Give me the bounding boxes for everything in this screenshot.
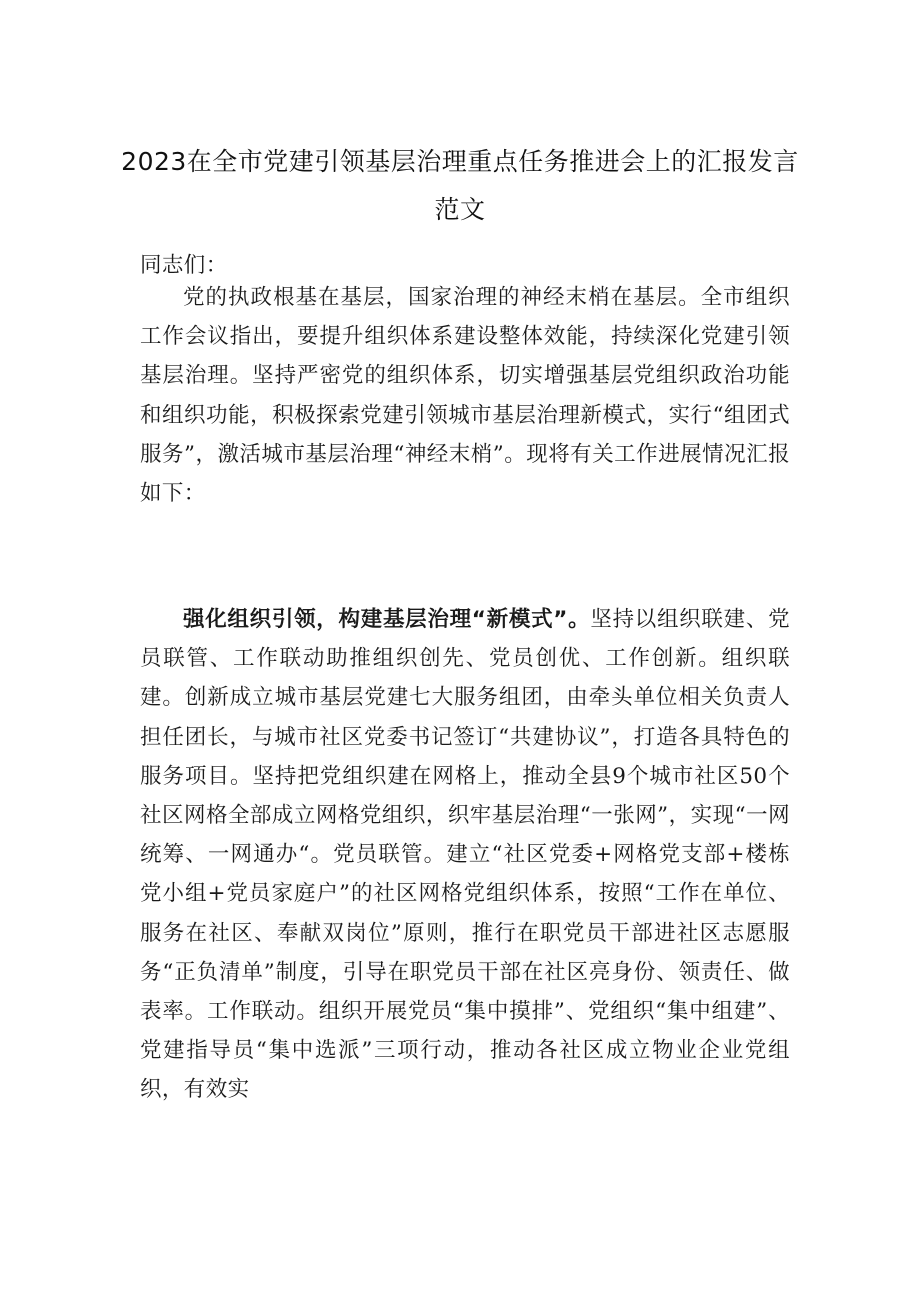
- salutation: 同志们：: [140, 253, 228, 278]
- paragraph-intro: 党的执政根基在基层，国家治理的神经末梢在基层。全市组织工作会议指出，要提升组织体系建设整体效能，持续深化党建引领基层治理。坚持严密党的组织体系，切实增强基层党组织政治功能和组织功能，积极探索党建引领城市基层治理新模式，实行“组团式服务”，激活城市基层治理“神经末梢”。现将有关工作进展情况汇报如下：: [140, 285, 790, 507]
- document-title: 2023在全市党建引领基层治理重点任务推进会上的汇报发言范文: [121, 147, 799, 224]
- paragraph-lead-heading: 强化组织引领，构建基层治理“新模式”。: [183, 607, 591, 632]
- paragraph-organization-leadership: [140, 600, 790, 1110]
- paragraph-body: 坚持以组织联建、党员联管、工作联动助推组织创先、党员创优、工作创新。组织联建。创新成立城市基层党建七大服务组团，由牵头单位相关负责人担任团长，与城市社区党委书记签订“共建协议”，打造各具特色的服务项目。坚持把党组织建在网格上，推动全县9个城市社区50个社区网格全部成立网格党组织，织牢基层治理“一张网”，实现“一网统筹、一网通办“。党员联管。建立“社区党委+网格党支部+楼栋党小组+党员家庭户”的社区网格党组织体系，按照“工作在单位、服务在社区、奉献双岗位”原则，推行在职党员干部进社区志愿服务“正负清单”制度，引导在职党员干部在社区亮身份、领责任、做表率。工作联动。组织开展党员“集中摸排”、党组织“集中组建”、党建指导员“集中选派”三项行动，推动各社区成立物业企业党组织，有效实: [140, 607, 790, 1103]
